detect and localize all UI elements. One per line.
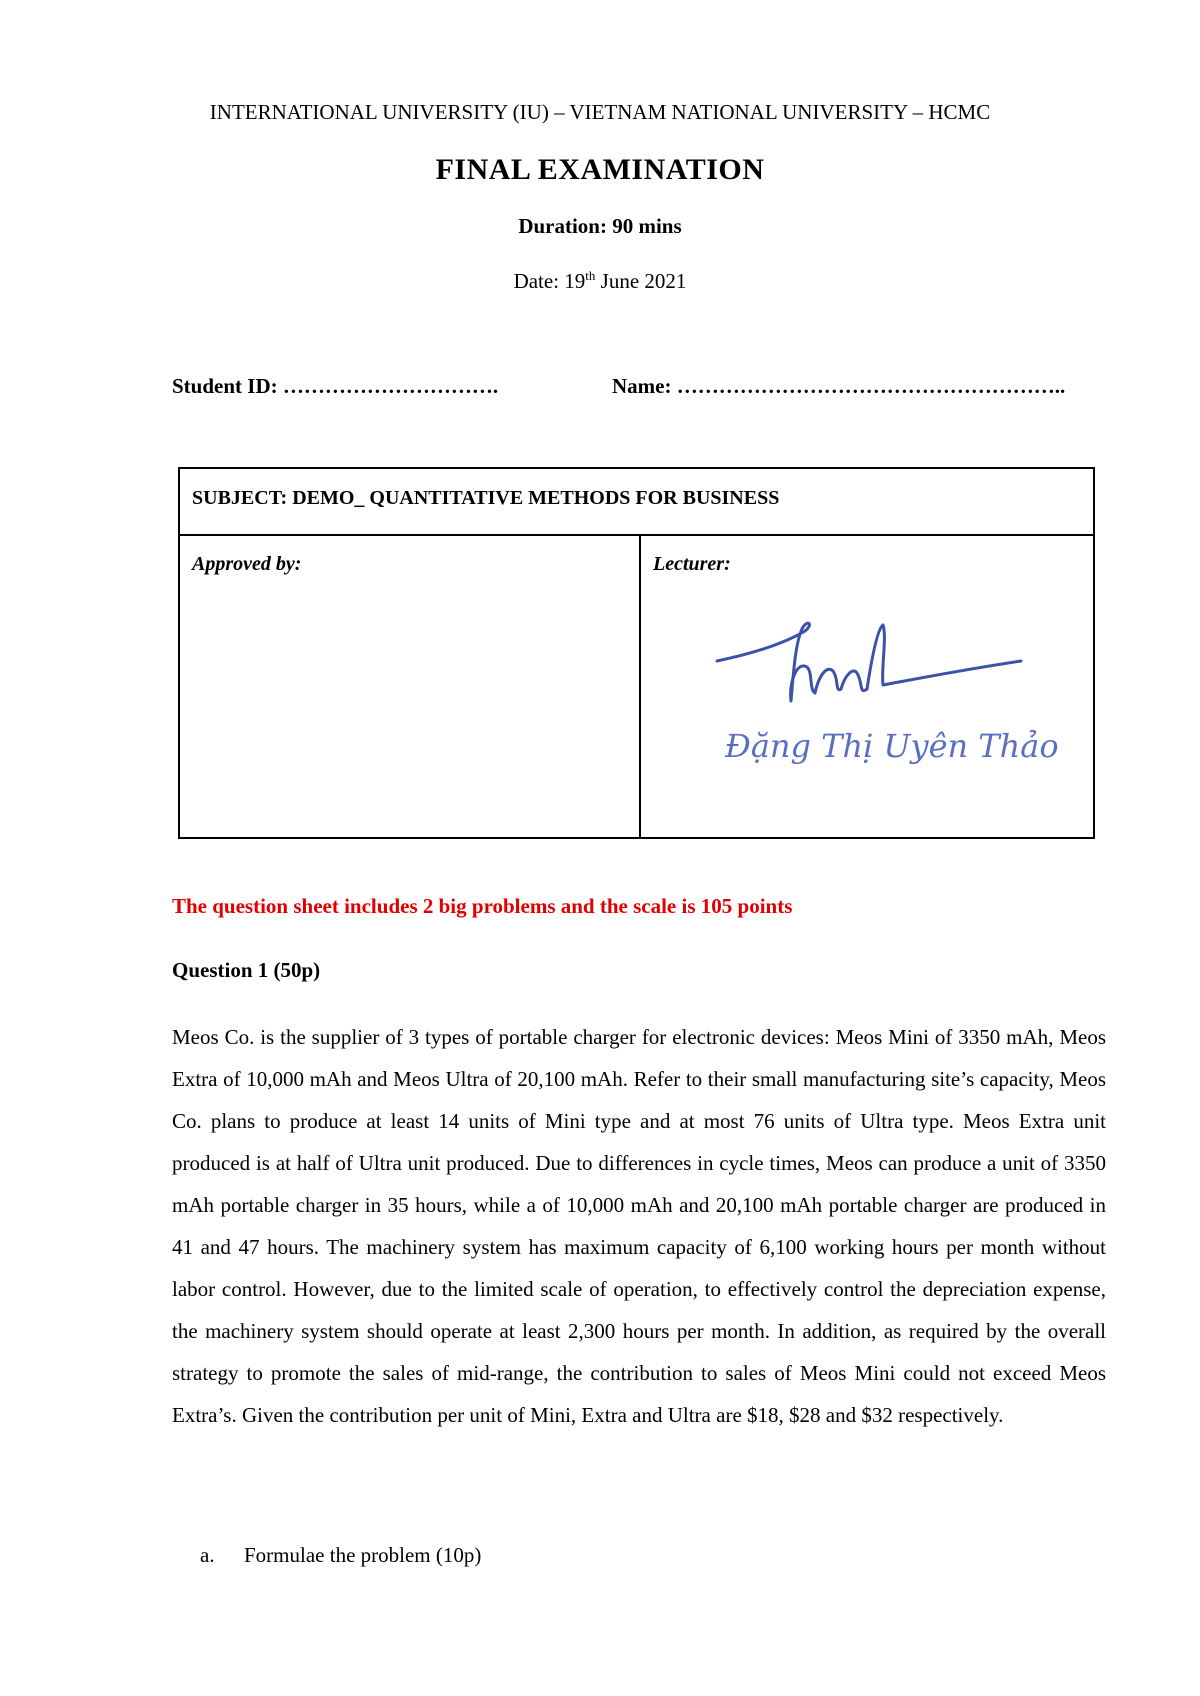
date-suffix: June 2021 [595, 269, 687, 293]
lecturer-label: Lecturer: [653, 553, 731, 575]
lecturer-signature [715, 609, 1059, 779]
scale-notice: The question sheet includes 2 big problems and the scale is 105 points [172, 894, 793, 918]
item-a-text: Formulae the problem (10p) [244, 1543, 482, 1567]
signature-stroke [717, 623, 1021, 701]
box-divider [639, 536, 641, 839]
subject-title: SUBJECT: DEMO_ QUANTITATIVE METHODS FOR BUSINESS [192, 487, 780, 509]
signature-name: Đặng Thị Uyên Thảo [725, 727, 1059, 765]
student-name-field: Name: ……………………………………………….. [612, 374, 1066, 398]
subject-box [178, 467, 1095, 839]
date-ordinal: th [585, 268, 596, 283]
exam-title: FINAL EXAMINATION [435, 153, 765, 186]
university-header: INTERNATIONAL UNIVERSITY (IU) – VIETNAM NATIONAL UNIVERSITY – HCMC [209, 100, 991, 124]
exam-duration: Duration: 90 mins [518, 214, 682, 238]
item-a-marker: a. [200, 1543, 215, 1567]
subject-row [180, 469, 1093, 536]
student-id-field: Student ID: …………………………. [172, 374, 499, 398]
approved-by-label: Approved by: [192, 553, 302, 575]
exam-date [0, 268, 1200, 294]
question-1-body: Meos Co. is the supplier of 3 types of portable charger for electronic devices: Meos Mini of 3350 mAh, Meos Extra of 10,000 mAh and Meos Ultra of 20,100 mAh. Refer to their small manufacturing site’s capacity, Meos Co. plans to produce at least 14 units of Mini type and at most 76 units of Ultra type. Meos Extra unit produced is at half of Ultra unit produced. Due to differences in cycle times, Meos can produce a unit of 3350 mAh portable charger in 35 hours, while a of 10,000 mAh and 20,100 mAh portable charger are produced in 41 and 47 hours. The machinery system has maximum capacity of 6,100 working hours per month without labor control. However, due to the limited scale of operation, to effectively control the depreciation expense, the machinery system should operate at least 2,300 hours per month. In addition, as required by the overall strategy to promote the sales of mid-range, the contribution to sales of Meos Mini could not exceed Meos Extra’s. Given the contribution per unit of Mini, Extra and Ultra are $18, $28 and $32 respectively. [172, 1025, 1106, 1427]
question-1-heading: Question 1 (50p) [172, 958, 321, 982]
date-prefix: Date: 19 [513, 269, 586, 293]
question-1-item-a [200, 1543, 481, 1568]
